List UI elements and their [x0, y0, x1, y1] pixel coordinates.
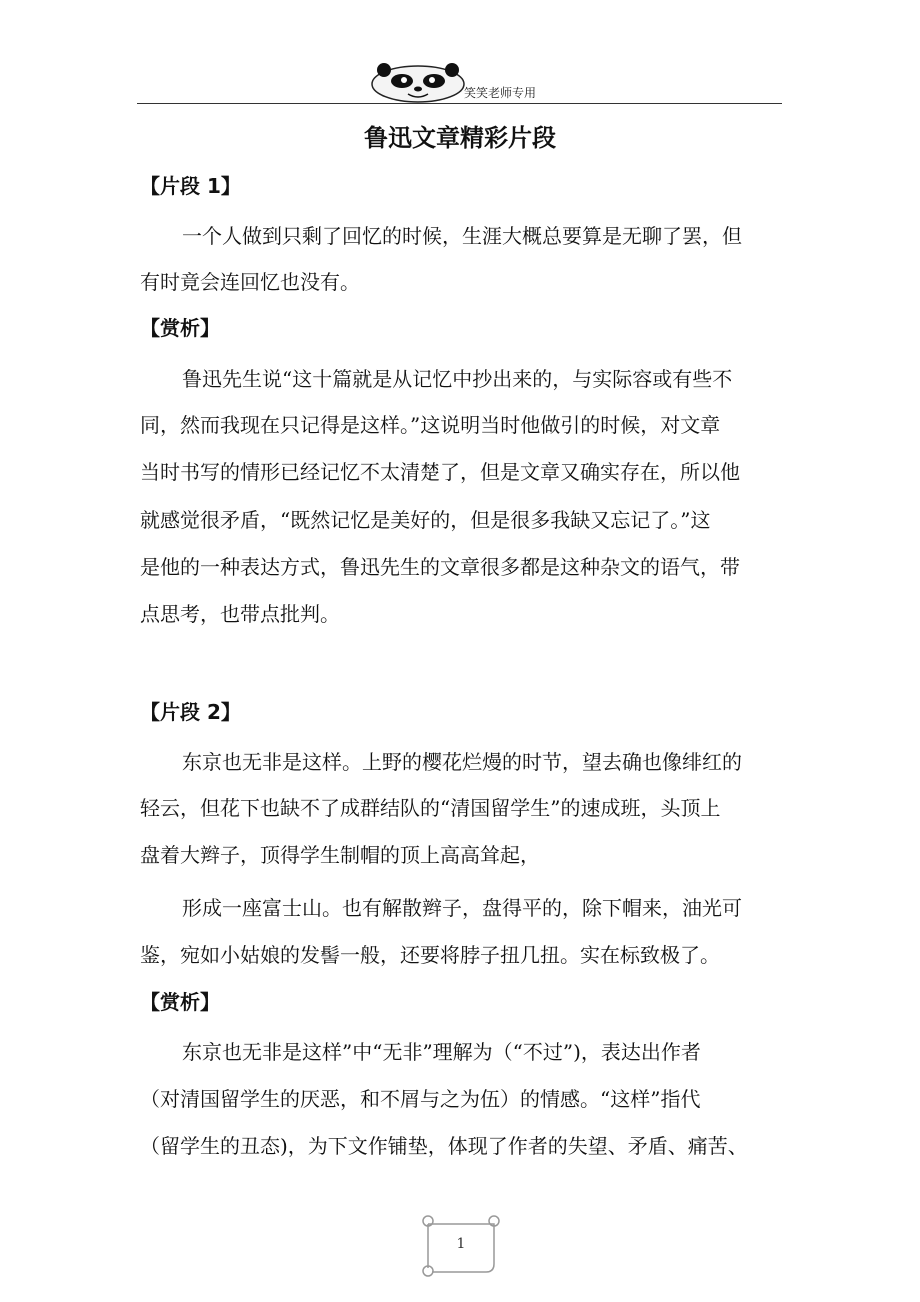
paragraph-line: 形成一座富士山。也有解散辫子，盘得平的，除下帽来，油光可 — [182, 896, 742, 920]
paragraph-line: 当时书写的情形已经记忆不太清楚了，但是文章又确实存在，所以他 — [140, 460, 740, 484]
page-number: 1 — [456, 1236, 466, 1252]
analysis-2-heading: 【赏析】 — [140, 990, 220, 1014]
segment-1-heading: 【片段 1】 — [140, 174, 241, 198]
paragraph-line: 有时竟会连回忆也没有。 — [140, 270, 360, 294]
paragraph-line: 就感觉很矛盾，“既然记忆是美好的，但是很多我缺又忘记了。”这 — [140, 508, 711, 532]
segment-2-heading: 【片段 2】 — [140, 700, 241, 724]
paragraph-line: 东京也无非是这样”中“无非”理解为（“不过”)，表达出作者 — [182, 1040, 701, 1064]
header-tag: 笑笑老师专用 — [464, 86, 537, 100]
header-divider — [137, 103, 782, 104]
paragraph-line: 鲁迅先生说“这十篇就是从记忆中抄出来的，与实际容或有些不 — [182, 367, 733, 391]
paragraph-line: 轻云，但花下也缺不了成群结队的“清国留学生”的速成班，头顶上 — [140, 796, 721, 820]
paragraph-line: （对清国留学生的厌恶，和不屑与之为伍）的情感。“这样”指代 — [140, 1087, 701, 1111]
paragraph-line: 盘着大辫子，顶得学生制帽的顶上高高耸起， — [140, 843, 540, 867]
panda-face-icon — [370, 62, 466, 104]
page-header — [0, 0, 920, 110]
paragraph-line: 是他的一种表达方式，鲁迅先生的文章很多都是这种杂文的语气，带 — [140, 555, 740, 579]
paragraph-line: （留学生的丑态)，为下文作铺垫，体现了作者的失望、矛盾、痛苦、 — [140, 1134, 748, 1158]
paragraph-line: 鉴，宛如小姑娘的发髻一般，还要将脖子扭几扭。实在标致极了。 — [140, 943, 720, 967]
paragraph-line: 一个人做到只剩了回忆的时候，生涯大概总要算是无聊了罢，但 — [182, 224, 742, 248]
paragraph-line: 东京也无非是这样。上野的樱花烂熳的时节，望去确也像绯红的 — [182, 750, 742, 774]
paragraph-line: 同，然而我现在只记得是这样。”这说明当时他做引的时候，对文章 — [140, 413, 721, 437]
paragraph-line: 点思考，也带点批判。 — [140, 602, 340, 626]
analysis-1-heading: 【赏析】 — [140, 316, 220, 340]
page-title: 鲁迅文章精彩片段 — [364, 124, 556, 152]
